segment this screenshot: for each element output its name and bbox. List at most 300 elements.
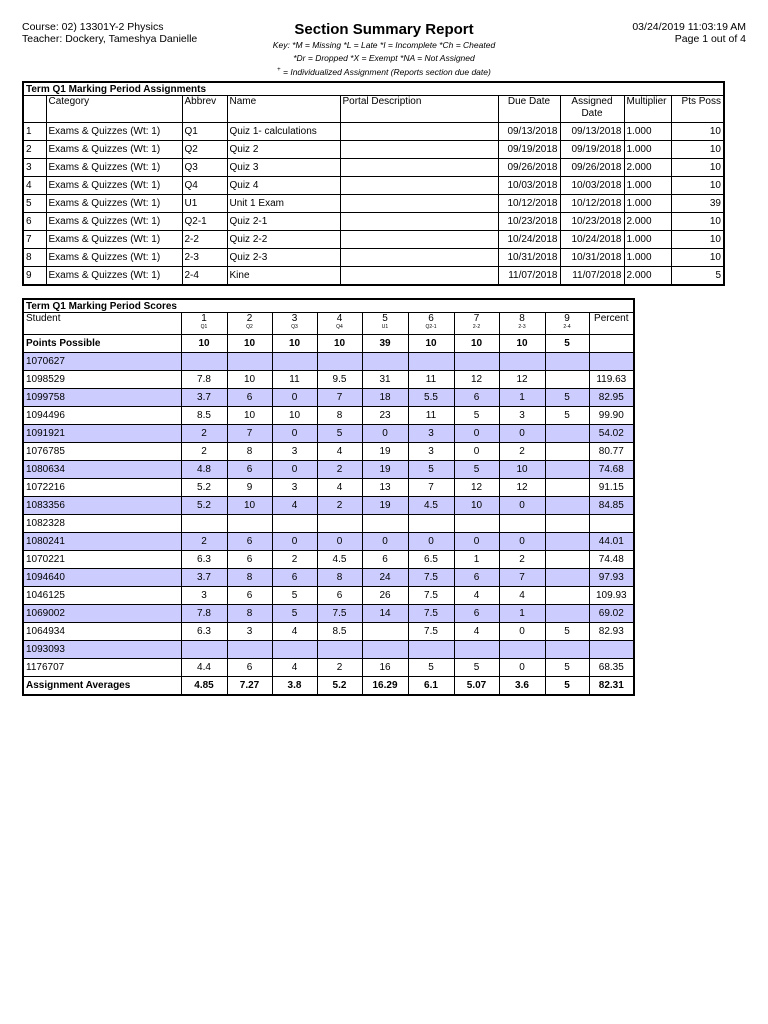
score-cell: 10 <box>317 335 362 353</box>
percent-cell: 54.02 <box>589 425 634 443</box>
assignment-column-number: 4 <box>336 313 343 324</box>
individualized-mark: + <box>277 67 281 73</box>
score-cell: 23 <box>362 407 408 425</box>
assignment-assigned-date: 10/24/2018 <box>560 231 624 249</box>
score-cell <box>181 641 227 659</box>
score-cell: 8.5 <box>181 407 227 425</box>
score-cell <box>545 497 589 515</box>
student-row <box>23 551 634 569</box>
score-cell <box>272 353 317 371</box>
assignment-column-number: 6 <box>428 313 434 324</box>
assignment-points-possible: 10 <box>671 123 724 141</box>
assignments-column-header <box>23 96 46 123</box>
assignment-name: Quiz 2-2 <box>227 231 340 249</box>
assignment-abbrev: Q4 <box>182 177 227 195</box>
assignment-number: 2 <box>23 141 46 159</box>
assignment-name: Unit 1 Exam <box>227 195 340 213</box>
assignment-due-date: 10/24/2018 <box>498 231 560 249</box>
score-cell: 5 <box>272 605 317 623</box>
assignment-portal-description <box>340 231 498 249</box>
score-cell: 4 <box>272 623 317 641</box>
score-cell: 5 <box>545 407 589 425</box>
assignment-category: Exams & Quizzes (Wt: 1) <box>46 141 182 159</box>
score-cell: 5 <box>454 461 499 479</box>
student-row-label: 1099758 <box>23 389 181 407</box>
score-cell: 3 <box>408 425 454 443</box>
score-cell <box>317 515 362 533</box>
score-cell <box>317 353 362 371</box>
score-cell: 16.29 <box>362 677 408 696</box>
score-cell <box>227 515 272 533</box>
assignment-assigned-date: 11/07/2018 <box>560 267 624 286</box>
score-cell <box>227 641 272 659</box>
score-cell: 3.8 <box>272 677 317 696</box>
score-cell: 12 <box>454 371 499 389</box>
assignment-name: Quiz 2 <box>227 141 340 159</box>
score-cell <box>499 641 545 659</box>
percent-cell: 80.77 <box>589 443 634 461</box>
score-cell: 3 <box>272 443 317 461</box>
score-cell <box>272 641 317 659</box>
assignment-abbrev: 2-2 <box>182 231 227 249</box>
assignment-number: 7 <box>23 231 46 249</box>
student-row-label: 1070627 <box>23 353 181 371</box>
score-cell: 5 <box>408 461 454 479</box>
assignment-column-abbrev: Q2-1 <box>425 324 437 330</box>
assignment-portal-description <box>340 267 498 286</box>
score-cell: 10 <box>499 461 545 479</box>
score-cell: 8 <box>227 605 272 623</box>
score-cell: 6 <box>227 461 272 479</box>
score-cell: 7 <box>408 479 454 497</box>
score-cell: 39 <box>362 335 408 353</box>
assignment-multiplier: 1.000 <box>624 249 671 267</box>
page-indicator: Page 1 out of 4 <box>674 33 746 45</box>
score-cell: 0 <box>408 533 454 551</box>
assignment-number: 8 <box>23 249 46 267</box>
score-cell: 0 <box>362 533 408 551</box>
score-cell: 0 <box>454 533 499 551</box>
student-row-label: 1094496 <box>23 407 181 425</box>
assignments-column-header: Abbrev <box>182 96 227 123</box>
assignment-name: Quiz 2-1 <box>227 213 340 231</box>
assignment-category: Exams & Quizzes (Wt: 1) <box>46 159 182 177</box>
scores-table <box>22 298 635 696</box>
percent-cell: 91.15 <box>589 479 634 497</box>
student-row <box>23 479 634 497</box>
score-cell: 5.2 <box>317 677 362 696</box>
assignment-name: Quiz 3 <box>227 159 340 177</box>
assignment-assigned-date: 10/03/2018 <box>560 177 624 195</box>
assignment-portal-description <box>340 213 498 231</box>
assignment-column-number: 3 <box>291 313 298 324</box>
score-cell: 7.5 <box>408 569 454 587</box>
score-cell: 12 <box>499 479 545 497</box>
score-cell: 5 <box>272 587 317 605</box>
percent-cell: 44.01 <box>589 533 634 551</box>
score-cell: 7.5 <box>408 623 454 641</box>
report-datetime: 03/24/2019 11:03:19 AM <box>632 21 746 33</box>
score-cell: 12 <box>454 479 499 497</box>
score-cell: 0 <box>272 425 317 443</box>
score-cell: 6 <box>454 605 499 623</box>
percent-cell: 109.93 <box>589 587 634 605</box>
report-header-center <box>200 21 568 78</box>
score-cell: 14 <box>362 605 408 623</box>
score-cell: 24 <box>362 569 408 587</box>
score-cell <box>545 461 589 479</box>
percent-cell <box>589 335 634 353</box>
score-cell <box>181 515 227 533</box>
score-cell: 0 <box>362 425 408 443</box>
score-cell: 0 <box>499 497 545 515</box>
score-cell: 4.8 <box>181 461 227 479</box>
assignment-name: Quiz 1- calculations <box>227 123 340 141</box>
report-header-left <box>22 21 197 45</box>
assignment-name: Quiz 4 <box>227 177 340 195</box>
assignments-column-header: Due Date <box>498 96 560 123</box>
score-cell: 7.8 <box>181 371 227 389</box>
score-cell <box>454 515 499 533</box>
score-cell: 10 <box>272 335 317 353</box>
assignment-category: Exams & Quizzes (Wt: 1) <box>46 123 182 141</box>
assignment-column-number: 9 <box>564 313 570 324</box>
percent-cell: 82.31 <box>589 677 634 696</box>
score-cell: 7.5 <box>408 605 454 623</box>
assignment-category: Exams & Quizzes (Wt: 1) <box>46 195 182 213</box>
student-row-label: 1093093 <box>23 641 181 659</box>
assignment-multiplier: 2.000 <box>624 213 671 231</box>
assignment-points-possible: 10 <box>671 141 724 159</box>
score-cell: 6 <box>272 569 317 587</box>
assignment-number: 9 <box>23 267 46 286</box>
score-cell: 1 <box>454 551 499 569</box>
score-cell <box>545 587 589 605</box>
student-row-label: 1080634 <box>23 461 181 479</box>
percent-cell: 99.90 <box>589 407 634 425</box>
student-row <box>23 587 634 605</box>
score-cell: 6 <box>227 551 272 569</box>
percent-cell: 74.48 <box>589 551 634 569</box>
score-cell: 19 <box>362 443 408 461</box>
score-cell: 10 <box>181 335 227 353</box>
assignment-abbrev: Q2 <box>182 141 227 159</box>
assignment-points-possible: 5 <box>671 267 724 286</box>
assignments-column-header: Category <box>46 96 182 123</box>
assignment-number: 6 <box>23 213 46 231</box>
assignment-column-abbrev: 2-3 <box>518 324 526 330</box>
assignment-number: 1 <box>23 123 46 141</box>
score-cell: 5.2 <box>181 479 227 497</box>
score-cell: 18 <box>362 389 408 407</box>
student-row <box>23 515 634 533</box>
score-cell: 9 <box>227 479 272 497</box>
score-cell <box>454 641 499 659</box>
score-cell: 4.4 <box>181 659 227 677</box>
score-cell: 31 <box>362 371 408 389</box>
scores-header-row <box>23 313 634 335</box>
assignment-column-abbrev: 2-2 <box>472 324 481 330</box>
score-cell <box>545 353 589 371</box>
percent-cell <box>589 641 634 659</box>
score-cell: 1 <box>499 605 545 623</box>
scores-section-row <box>23 299 634 313</box>
assignment-multiplier: 1.000 <box>624 195 671 213</box>
score-cell: 4 <box>499 587 545 605</box>
assignment-column-abbrev: 2-4 <box>563 324 571 330</box>
assignment-abbrev: Q2-1 <box>182 213 227 231</box>
assignment-column-header <box>272 313 317 335</box>
score-cell: 11 <box>272 371 317 389</box>
score-cell: 12 <box>499 371 545 389</box>
score-cell <box>408 353 454 371</box>
course-label: Course: 02) 13301Y-2 Physics <box>22 21 164 33</box>
score-cell: 10 <box>454 335 499 353</box>
key-line-3-text: = Individualized Assignment (Reports section due date) <box>280 66 491 77</box>
assignments-column-header: Assigned Date <box>560 96 624 123</box>
assignment-row <box>23 249 724 267</box>
assignment-column-header <box>454 313 499 335</box>
score-cell: 4 <box>272 497 317 515</box>
student-row <box>23 569 634 587</box>
assignment-name: Kine <box>227 267 340 286</box>
assignment-column-abbrev: Q4 <box>336 324 343 330</box>
assignment-points-possible: 10 <box>671 249 724 267</box>
assignment-column-number: 8 <box>519 313 525 324</box>
score-cell <box>454 353 499 371</box>
score-cell: 3 <box>408 443 454 461</box>
student-row-label: 1094640 <box>23 569 181 587</box>
assignment-column-header <box>545 313 589 335</box>
assignment-points-possible: 39 <box>671 195 724 213</box>
assignment-assigned-date: 10/12/2018 <box>560 195 624 213</box>
assignment-category: Exams & Quizzes (Wt: 1) <box>46 213 182 231</box>
assignment-due-date: 11/07/2018 <box>498 267 560 286</box>
score-cell: 7.5 <box>317 605 362 623</box>
score-cell: 3.6 <box>499 677 545 696</box>
score-cell: 10 <box>227 335 272 353</box>
score-cell: 8.5 <box>317 623 362 641</box>
assignment-column-header <box>317 313 362 335</box>
student-row <box>23 407 634 425</box>
score-cell: 16 <box>362 659 408 677</box>
assignment-category: Exams & Quizzes (Wt: 1) <box>46 177 182 195</box>
assignment-number: 5 <box>23 195 46 213</box>
score-cell: 10 <box>499 335 545 353</box>
score-cell: 7.8 <box>181 605 227 623</box>
student-row <box>23 353 634 371</box>
score-cell: 10 <box>227 371 272 389</box>
score-cell: 1 <box>499 389 545 407</box>
key-line-1: Key: *M = Missing *L = Late *I = Incomplete *Ch = Cheated <box>272 40 496 50</box>
score-cell: 0 <box>454 425 499 443</box>
report-header-right <box>632 21 746 45</box>
percent-cell: 84.85 <box>589 497 634 515</box>
score-cell: 4.5 <box>317 551 362 569</box>
student-row <box>23 641 634 659</box>
student-row <box>23 389 634 407</box>
score-cell: 2 <box>317 659 362 677</box>
assignment-portal-description <box>340 177 498 195</box>
score-cell <box>408 641 454 659</box>
assignment-row <box>23 159 724 177</box>
percent-cell <box>589 353 634 371</box>
assignment-row <box>23 195 724 213</box>
student-row <box>23 371 634 389</box>
score-cell: 6 <box>227 587 272 605</box>
score-cell: 3 <box>272 479 317 497</box>
student-row-label: 1076785 <box>23 443 181 461</box>
assignment-due-date: 10/12/2018 <box>498 195 560 213</box>
student-row-label: 1069002 <box>23 605 181 623</box>
assignment-abbrev: Q3 <box>182 159 227 177</box>
score-cell: 6 <box>362 551 408 569</box>
score-cell: 10 <box>227 407 272 425</box>
student-row-label: 1072216 <box>23 479 181 497</box>
percent-cell: 68.35 <box>589 659 634 677</box>
student-row <box>23 425 634 443</box>
score-cell: 9.5 <box>317 371 362 389</box>
score-cell: 4 <box>454 587 499 605</box>
score-cell: 5.07 <box>454 677 499 696</box>
assignment-column-abbrev: Q1 <box>200 324 208 330</box>
score-cell: 0 <box>454 443 499 461</box>
assignment-column-header <box>499 313 545 335</box>
assignments-column-header: Pts Poss <box>671 96 724 123</box>
assignment-portal-description <box>340 249 498 267</box>
score-cell: 10 <box>227 497 272 515</box>
student-row-label: 1080241 <box>23 533 181 551</box>
assignment-portal-description <box>340 195 498 213</box>
score-cell: 5.5 <box>408 389 454 407</box>
score-cell <box>317 641 362 659</box>
score-cell: 0 <box>499 425 545 443</box>
score-cell: 10 <box>272 407 317 425</box>
score-cell: 0 <box>499 533 545 551</box>
assignment-column-header <box>227 313 272 335</box>
score-cell <box>545 569 589 587</box>
key-line-2: *Dr = Dropped *X = Exempt *NA = Not Assigned <box>293 52 475 63</box>
assignment-abbrev: U1 <box>182 195 227 213</box>
percent-cell: 74.68 <box>589 461 634 479</box>
score-cell: 5 <box>545 335 589 353</box>
assignment-column-header <box>362 313 408 335</box>
student-row <box>23 623 634 641</box>
assignment-abbrev: 2-3 <box>182 249 227 267</box>
student-row-label: 1176707 <box>23 659 181 677</box>
score-cell: 7.27 <box>227 677 272 696</box>
score-cell: 0 <box>499 623 545 641</box>
assignment-name: Quiz 2-3 <box>227 249 340 267</box>
score-cell: 6.5 <box>408 551 454 569</box>
assignment-column-abbrev: U1 <box>381 324 389 330</box>
score-cell <box>408 515 454 533</box>
assignment-portal-description <box>340 159 498 177</box>
assignment-category: Exams & Quizzes (Wt: 1) <box>46 249 182 267</box>
assignment-assigned-date: 09/19/2018 <box>560 141 624 159</box>
assignment-multiplier: 2.000 <box>624 159 671 177</box>
score-cell <box>499 353 545 371</box>
score-cell <box>545 425 589 443</box>
student-row-label: 1083356 <box>23 497 181 515</box>
score-cell: 5 <box>454 659 499 677</box>
score-cell: 3.7 <box>181 569 227 587</box>
score-cell <box>181 353 227 371</box>
score-cell: 26 <box>362 587 408 605</box>
percent-cell: 69.02 <box>589 605 634 623</box>
assignment-multiplier: 1.000 <box>624 141 671 159</box>
score-cell: 19 <box>362 497 408 515</box>
assignment-assigned-date: 09/13/2018 <box>560 123 624 141</box>
score-cell: 5 <box>408 659 454 677</box>
percent-column-header: Percent <box>589 313 634 335</box>
score-cell: 10 <box>408 335 454 353</box>
assignment-due-date: 09/19/2018 <box>498 141 560 159</box>
score-cell: 7 <box>227 425 272 443</box>
score-cell <box>545 479 589 497</box>
assignment-due-date: 09/13/2018 <box>498 123 560 141</box>
assignment-number: 3 <box>23 159 46 177</box>
score-cell: 3.7 <box>181 389 227 407</box>
score-cell: 8 <box>227 443 272 461</box>
assignment-number: 4 <box>23 177 46 195</box>
assignment-points-possible: 10 <box>671 159 724 177</box>
assignment-column-header <box>181 313 227 335</box>
assignment-category: Exams & Quizzes (Wt: 1) <box>46 231 182 249</box>
score-cell: 8 <box>317 407 362 425</box>
score-cell: 2 <box>499 551 545 569</box>
assignment-multiplier: 1.000 <box>624 177 671 195</box>
score-cell <box>545 551 589 569</box>
score-cell: 0 <box>272 389 317 407</box>
score-cell <box>362 623 408 641</box>
assignment-row <box>23 141 724 159</box>
student-row-label: 1064934 <box>23 623 181 641</box>
assignment-category: Exams & Quizzes (Wt: 1) <box>46 267 182 286</box>
score-cell: 6.3 <box>181 551 227 569</box>
score-cell: 6.1 <box>408 677 454 696</box>
score-cell: 2 <box>317 461 362 479</box>
score-cell <box>545 605 589 623</box>
score-cell: 3 <box>181 587 227 605</box>
score-cell: 8 <box>317 569 362 587</box>
assignment-row <box>23 177 724 195</box>
score-cell: 0 <box>499 659 545 677</box>
assignment-multiplier: 1.000 <box>624 123 671 141</box>
score-cell: 2 <box>317 497 362 515</box>
assignment-assigned-date: 10/31/2018 <box>560 249 624 267</box>
score-cell: 5.2 <box>181 497 227 515</box>
score-cell: 3 <box>227 623 272 641</box>
assignment-multiplier: 2.000 <box>624 267 671 286</box>
score-cell <box>227 353 272 371</box>
assignment-assigned-date: 09/26/2018 <box>560 159 624 177</box>
student-row-label: 1070221 <box>23 551 181 569</box>
score-cell: 4.5 <box>408 497 454 515</box>
points-possible-row-label: Points Possible <box>23 335 181 353</box>
score-cell: 6 <box>227 533 272 551</box>
score-cell: 7 <box>499 569 545 587</box>
score-cell <box>272 515 317 533</box>
score-cell <box>545 371 589 389</box>
percent-cell: 82.95 <box>589 389 634 407</box>
score-cell: 3 <box>499 407 545 425</box>
score-cell <box>545 533 589 551</box>
assignment-averages-row-label: Assignment Averages <box>23 677 181 696</box>
student-row <box>23 497 634 515</box>
score-cell: 4.85 <box>181 677 227 696</box>
assignments-column-header: Portal Description <box>340 96 498 123</box>
